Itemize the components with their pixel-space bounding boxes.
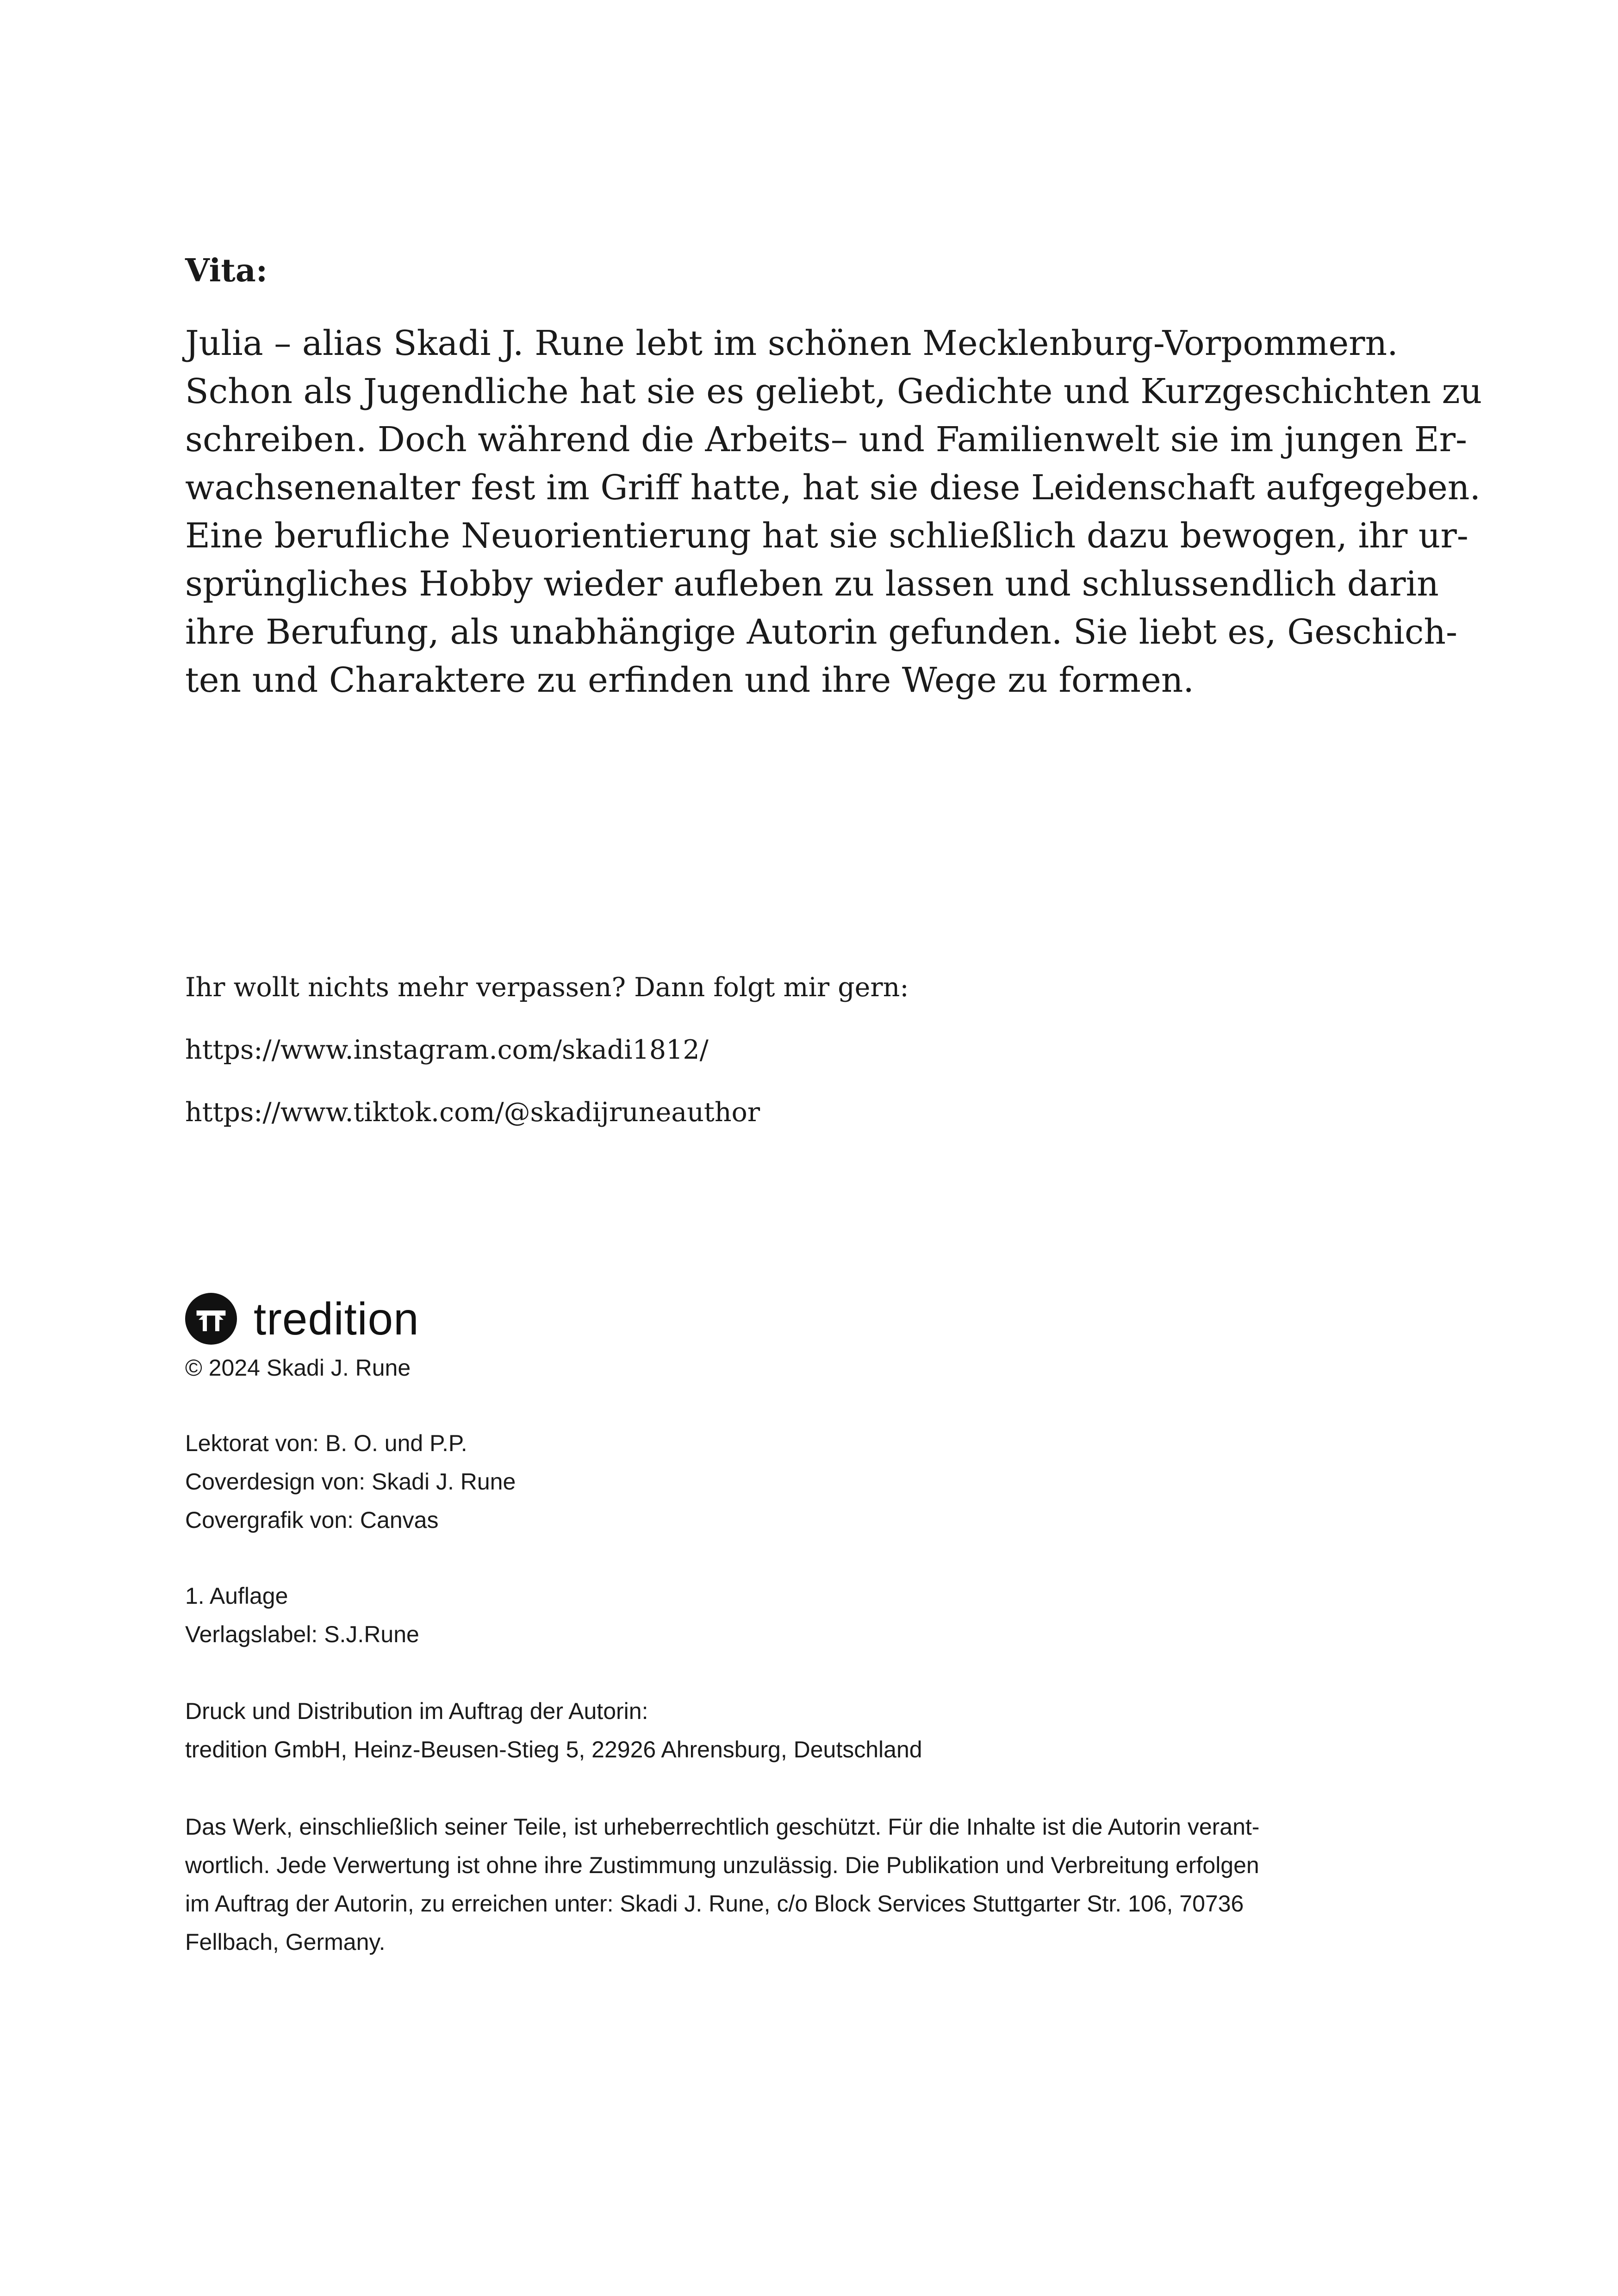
credits-block xyxy=(185,1424,516,1539)
tiktok-link[interactable]: https://www.tiktok.com/@skadijruneauthor xyxy=(185,1097,760,1128)
copyright-notice xyxy=(185,1349,411,1387)
edition-line: Verlagslabel: S.J.Rune xyxy=(185,1621,419,1647)
legal-line: Fellbach, Germany. xyxy=(185,1929,386,1955)
vita-line: ten und Charaktere zu erfinden und ihre Wege zu formen. xyxy=(185,660,1194,700)
legal-line: im Auftrag der Autorin, zu erreichen unter: Skadi J. Rune, c/o Block Services Stuttgarter Str. 106, 70736 xyxy=(185,1891,1244,1917)
social-intro-text: Ihr wollt nichts mehr verpassen? Dann folgt mir gern: xyxy=(185,972,909,1003)
vita-heading: Vita: xyxy=(185,252,268,289)
legal-notice xyxy=(185,1808,1444,1961)
vita-line: wachsenenalter fest im Griff hatte, hat sie diese Leidenschaft aufgegeben. xyxy=(185,468,1481,508)
distribution-block xyxy=(185,1692,922,1769)
edition-block xyxy=(185,1577,419,1654)
vita-line: sprüngliches Hobby wieder aufleben zu lassen und schlussendlich darin xyxy=(185,564,1439,604)
copyright-line: © 2024 Skadi J. Rune xyxy=(185,1355,411,1381)
distribution-line: tredition GmbH, Heinz-Beusen-Stieg 5, 22926 Ahrensburg, Deutschland xyxy=(185,1737,922,1762)
legal-line: Das Werk, einschließlich seiner Teile, ist urheberrechtlich geschützt. Für die Inhalte ist die Autorin verant- xyxy=(185,1814,1260,1840)
credit-line: Covergrafik von: Canvas xyxy=(185,1507,439,1533)
vita-line: ihre Berufung, als unabhängige Autorin gefunden. Sie liebt es, Geschich- xyxy=(185,612,1457,652)
tredition-logo-icon xyxy=(185,1293,237,1345)
credit-line: Coverdesign von: Skadi J. Rune xyxy=(185,1469,516,1495)
distribution-line: Druck und Distribution im Auftrag der Autorin: xyxy=(185,1698,648,1724)
vita-line: Julia – alias Skadi J. Rune lebt im schönen Mecklenburg-Vorpommern. xyxy=(185,323,1398,363)
vita-line: Eine berufliche Neuorientierung hat sie schließlich dazu bewogen, ihr ur- xyxy=(185,516,1469,556)
vita-line: Schon als Jugendliche hat sie es geliebt, Gedichte und Kurzgeschichten zu xyxy=(185,372,1482,411)
instagram-link[interactable]: https://www.instagram.com/skadi1812/ xyxy=(185,1035,709,1065)
edition-line: 1. Auflage xyxy=(185,1583,288,1609)
credit-line: Lektorat von: B. O. und P.P. xyxy=(185,1430,467,1456)
vita-line: schreiben. Doch während die Arbeits– und Familienwelt sie im jungen Er- xyxy=(185,420,1468,459)
vita-paragraph xyxy=(185,319,1482,704)
publisher-logo-name: tredition xyxy=(254,1293,419,1344)
publisher-logo xyxy=(185,1291,419,1347)
legal-line: wortlich. Jede Verwertung ist ohne ihre Zustimmung unzulässig. Die Publikation und Verbreitung erfolgen xyxy=(185,1852,1259,1878)
